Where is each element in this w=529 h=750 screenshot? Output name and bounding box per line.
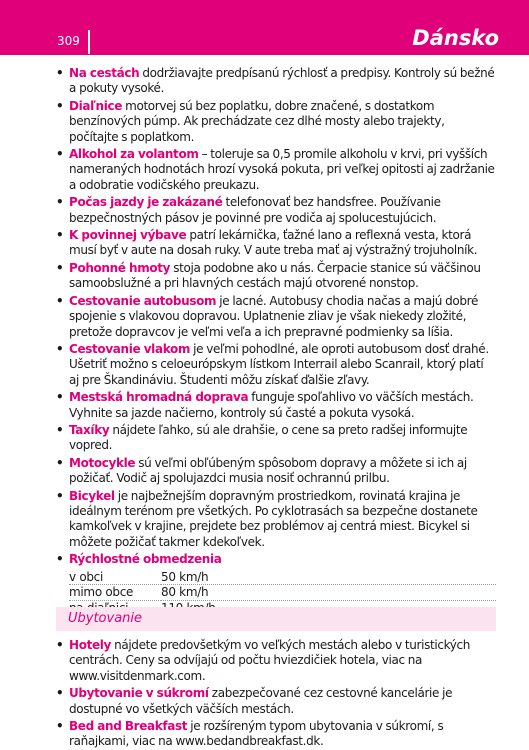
item-keyword: Cestovanie autobusom [69, 293, 217, 308]
list-item [56, 390, 496, 421]
item-keyword: Alkohol za volantom [69, 147, 199, 162]
item-text: funguje spoľahlivo vo väčších mestách. Vyhnite sa jazde načierno, kontroly sú časté a pokuta vysoká. [69, 390, 474, 420]
section-heading-bar [56, 607, 496, 631]
list-item [56, 147, 496, 193]
speed-place: v obci [69, 570, 161, 585]
list-item [56, 456, 496, 487]
list-item [56, 686, 496, 717]
item-text: nájdete predovšetkým vo veľkých mestách alebo v turistických centrách. Ceny sa odvíjajú od počtu hviezdičiek hotela, viac na www.visitdenmark.com. [69, 638, 470, 683]
item-text: je rozšíreným typom ubytovania v súkromí, s raňajkami, viac na www.bedandbreakfast.dk. [69, 719, 444, 749]
item-keyword: Motocykle [69, 455, 136, 470]
item-keyword: Pohonné hmoty [69, 260, 171, 275]
item-keyword: Hotely [69, 638, 111, 652]
list-item [56, 294, 496, 340]
section-title: Ubytovanie [68, 611, 143, 626]
page-header [0, 0, 529, 55]
item-text: dodržiavajte predpísanú rýchlosť a predpisy. Kontroly sú bežné a pokuty vysoké. [69, 66, 495, 96]
transport-list [56, 66, 496, 568]
chapter-title: Dánsko [412, 26, 499, 50]
item-text: – toleruje sa 0,5 promile alkoholu v krvi, pri vyšších nameraných hodnotách hrozí vysoká pokuta, pri veľkej opitosti aj zadržanie a odobratie vodičského preukazu. [69, 147, 495, 192]
speed-place: mimo obce [69, 585, 161, 601]
list-item [56, 66, 496, 97]
list-item [56, 638, 496, 684]
item-keyword: K povinnej výbave [69, 228, 187, 243]
page-number-divider [88, 30, 90, 54]
transport-section [56, 66, 496, 616]
item-text: je lacné. Autobusy chodia načas a majú dobré spojenie s vlakovou dopravou. Uplatnenie zliav je však niekedy zložité, pretože dopravcov je veľmi veľa a ich prepravné podmienky sa líšia. [69, 293, 479, 339]
accommodation-list [56, 638, 496, 750]
item-keyword: Ubytovanie v súkromí [69, 686, 209, 701]
item-text: motorvej sú bez poplatku, dobre značené, s dostatkom benzínových púmp. Ak prechádzate cez dlhé mosty alebo trajekty, počítajte s poplatkom. [69, 98, 445, 144]
item-keyword: Cestovanie vlakom [69, 341, 191, 356]
item-text: je najbežnejším dopravným prostriedkom, rovinatá krajina je ideálnym terénom pre všetkých. Po cyklotrasách sa bezpečne dostanete kamkoľvek v krajine, prejdete bez problémov aj centrá miest. Bicykel si môžete požičať takmer kdekoľvek. [69, 488, 478, 549]
list-item [56, 423, 496, 454]
list-item [56, 342, 496, 388]
list-item [56, 719, 496, 750]
item-text: nájdete ľahko, sú ale drahšie, o cene sa preto radšej informujte vopred. [69, 422, 468, 453]
speed-limits-item [56, 552, 496, 567]
accommodation-section [56, 638, 496, 750]
item-keyword: Taxíky [69, 422, 110, 437]
list-item [56, 195, 496, 226]
list-item [56, 99, 496, 145]
speed-value: 50 km/h [161, 570, 496, 585]
item-text: stoja podobne ako u nás. Čerpacie stanice sú väčšinou samoobslužné a pri hlavných cestách majú otvorené nonstop. [69, 260, 481, 291]
item-keyword: Na cestách [69, 66, 140, 80]
item-keyword: Bicykel [69, 488, 115, 503]
table-row [69, 570, 496, 585]
item-text: zabezpečované cez cestovné kancelárie je dostupné vo všetkých väčších mestách. [69, 686, 453, 716]
list-item [56, 489, 496, 551]
item-keyword: Mestská hromadná doprava [69, 390, 249, 405]
item-text: je veľmi pohodlné, ale oproti autobusom dosť drahé. Ušetriť možno s celoeurópskym lístkom Interrail alebo Scanrail, ktorý platí aj pre Škandináviu. Študenti môžu získať ďalšie zľavy. [69, 341, 489, 387]
item-keyword: Počas jazdy je zakázané [69, 195, 223, 210]
speed-limits-heading: Rýchlostné obmedzenia [69, 552, 222, 567]
item-text: sú veľmi obľúbeným spôsobom dopravy a môžete si ich aj požičať. Vodič aj spolujazdci musia nosiť ochrannú prilbu. [69, 455, 467, 486]
list-item [56, 261, 496, 292]
item-keyword: Bed and Breakfast [69, 719, 188, 734]
item-text: patrí lekárnička, ťažné lano a reflexná vesta, ktorá musí byť v aute na dosah ruky. V aute treba mať aj výstražný trojuholník. [69, 228, 478, 258]
table-row [69, 585, 496, 601]
item-keyword: Diaľnice [69, 98, 123, 113]
list-item [56, 228, 496, 259]
page-number: 309 [57, 34, 80, 48]
item-text: telefonovať bez handsfree. Používanie bezpečnostných pásov je povinné pre vodiča aj spolucestujúcich. [69, 195, 441, 225]
speed-value: 80 km/h [161, 585, 496, 601]
